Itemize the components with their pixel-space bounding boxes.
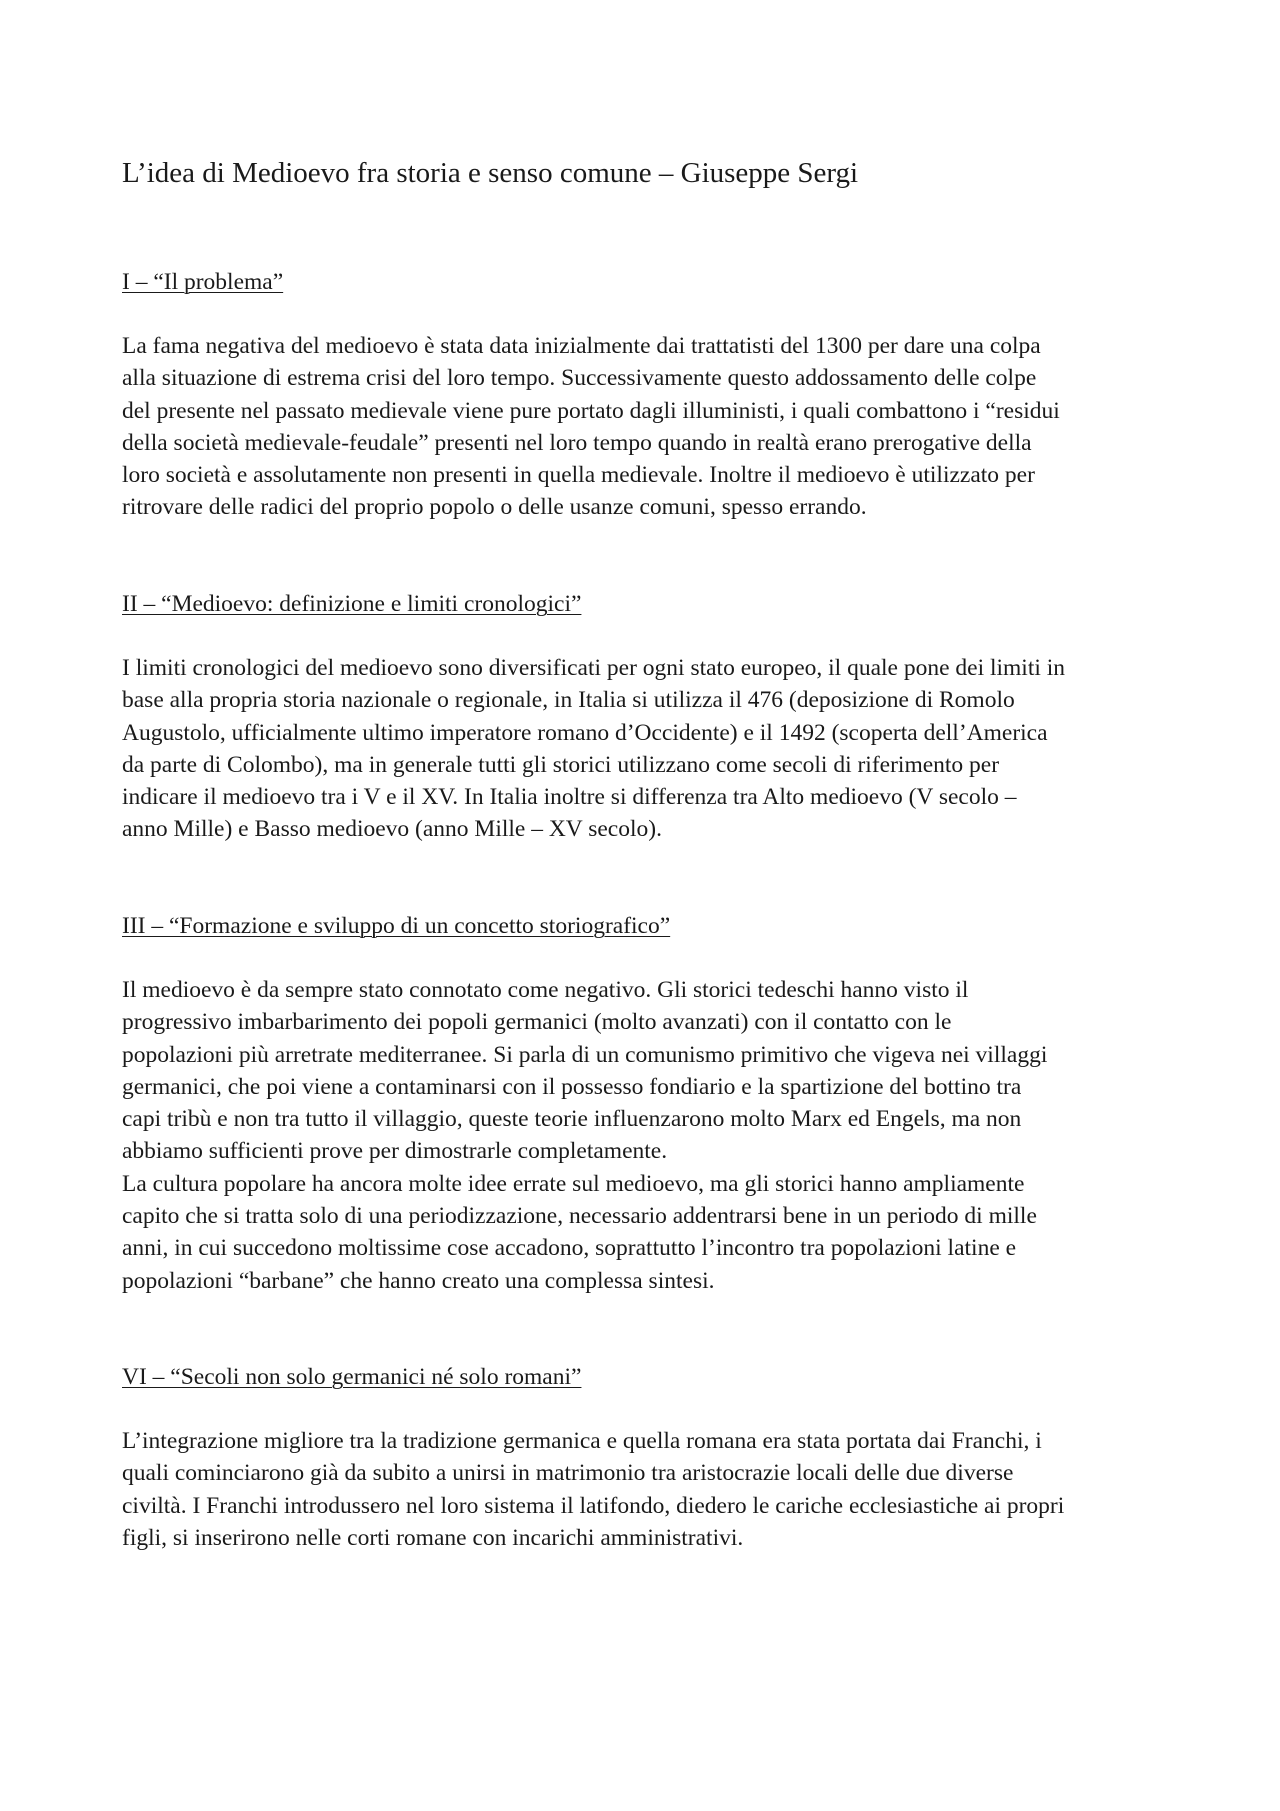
text-line: quali cominciarono già da subito a unirsi in matrimonio tra aristocrazie locali delle due diverse xyxy=(122,1460,1014,1487)
text-line: Il medioevo è da sempre stato connotato come negativo. Gli storici tedeschi hanno visto il xyxy=(122,977,969,1003)
text-line: da parte di Colombo), ma in generale tutti gli storici utilizzano come secoli di riferimento per xyxy=(122,751,1000,778)
text-line: indicare il medioevo tra i V e il XV. In Italia inoltre si differenza tra Alto medioevo (V secolo – xyxy=(122,784,1017,811)
text-line: germanici, che poi viene a contaminarsi con il possesso fondiario e la spartizione del bottino tra xyxy=(122,1073,1022,1100)
text-line: anni, in cui succedono moltissime cose accadono, soprattutto l’incontro tra popolazioni latine e xyxy=(122,1235,1017,1262)
text-line: abbiamo sufficienti prove per dimostrarle completamente. xyxy=(122,1138,668,1165)
text-line: popolazioni più arretrate mediterranee. Si parla di un comunismo primitivo che vigeva nei villaggi xyxy=(122,1041,1048,1068)
text-line: La fama negativa del medioevo è stata data inizialmente dai trattatisti del 1300 per dare una colpa xyxy=(122,333,1041,359)
text-line: Augustolo, ufficialmente ultimo imperatore romano d’Occidente) e il 1492 (scoperta dell’America xyxy=(122,719,1048,746)
text-line: anno Mille) e Basso medioevo (anno Mille – XV secolo). xyxy=(122,816,662,843)
section-body-4 xyxy=(122,1425,1172,1554)
text-line: ritrovare delle radici del proprio popolo o delle usanze comuni, spesso errando. xyxy=(122,494,867,521)
text-line: I limiti cronologici del medioevo sono diversificati per ogni stato europeo, il quale pone dei limiti in xyxy=(122,655,1066,681)
text-line: capito che si tratta solo di una periodizzazione, necessario addentrarsi bene in un periodo di mille xyxy=(122,1203,1037,1230)
section-heading-1: I – “Il problema” xyxy=(122,269,284,295)
section-heading-3: III – “Formazione e sviluppo di un concetto storiografico” xyxy=(122,913,671,939)
section-body-1 xyxy=(122,330,1172,524)
text-line: alla situazione di estrema crisi del loro tempo. Successivamente questo addossamento delle colpe xyxy=(122,365,1037,392)
text-line: progressivo imbarbarimento dei popoli germanici (molto avanzati) con il contatto con le xyxy=(122,1009,952,1036)
text-line: figli, si inserirono nelle corti romane con incarichi amministrativi. xyxy=(122,1524,744,1551)
text-line: popolazioni “barbane” che hanno creato una complessa sintesi. xyxy=(122,1267,715,1294)
text-line: L’integrazione migliore tra la tradizione germanica e quella romana era stata portata dai Franchi, i xyxy=(122,1428,1042,1454)
text-line: base alla propria storia nazionale o regionale, in Italia si utilizza il 476 (deposizione di Romolo xyxy=(122,687,1015,714)
section-body-3 xyxy=(122,974,1172,1297)
text-line: della società medievale-feudale” presenti nel loro tempo quando in realtà erano prerogative della xyxy=(122,429,1032,456)
section-body-2 xyxy=(122,652,1172,846)
text-line: civiltà. I Franchi introdussero nel loro sistema il latifondo, diedero le cariche ecclesiastiche ai propri xyxy=(122,1492,1065,1519)
text-line: loro società e assolutamente non presenti in quella medievale. Inoltre il medioevo è utilizzato per xyxy=(122,462,1035,489)
text-line: La cultura popolare ha ancora molte idee errate sul medioevo, ma gli storici hanno ampliamente xyxy=(122,1170,1025,1197)
text-line: del presente nel passato medievale viene pure portato dagli illuministi, i quali combattono i “residui xyxy=(122,397,1060,424)
section-heading-4: VI – “Secoli non solo germanici né solo romani” xyxy=(122,1364,582,1390)
section-heading-2: II – “Medioevo: definizione e limiti cronologici” xyxy=(122,591,582,617)
document-title: L’idea di Medioevo fra storia e senso comune – Giuseppe Sergi xyxy=(122,157,859,189)
text-line: capi tribù e non tra tutto il villaggio, queste teorie influenzarono molto Marx ed Engels, ma non xyxy=(122,1106,1022,1133)
